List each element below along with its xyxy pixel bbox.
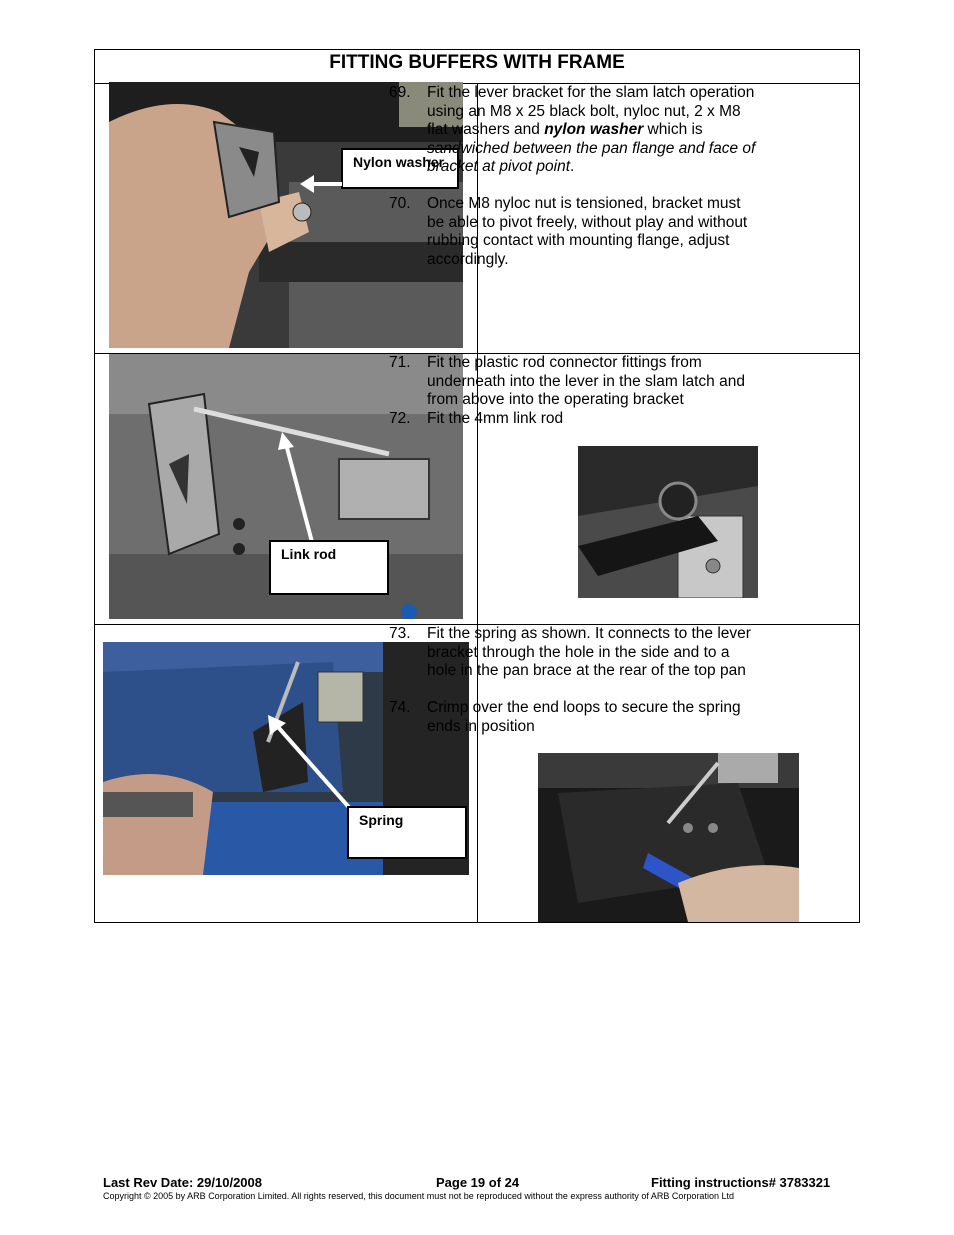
page-number: Page 19 of 24 (436, 1175, 520, 1190)
step-text: Crimp over the end loops to secure the spring ends in position (427, 699, 741, 735)
rev-date: Last Rev Date: 29/10/2008 (103, 1175, 262, 1190)
label-link-rod: Link rod (269, 540, 389, 595)
label-spring: Spring (347, 806, 467, 859)
section-title: FITTING BUFFERS WITH FRAME (95, 50, 859, 84)
step-72 (389, 410, 759, 429)
step-74 (389, 699, 759, 736)
step-73 (389, 625, 759, 681)
step-69 (389, 84, 759, 177)
arrow-spring (266, 715, 356, 815)
step-text: Fit the plastic rod connector fittings from underneath into the lever in the slam latch and from above into the operating bracket (427, 354, 745, 409)
step-text: Once M8 nyloc nut is tensioned, bracket must be able to pivot freely, without play and without rubbing contact with mounting flange, adjust accordingly. (427, 195, 748, 268)
photo-crimp-spring (538, 753, 799, 922)
copyright: Copyright © 2005 by ARB Corporation Limited. All rights reserved, this document must not be reproduced without the express authority of ARB Corporation Ltd (103, 1191, 734, 1201)
step-70 (389, 195, 759, 269)
step-number: 74. (389, 699, 411, 716)
step-71 (389, 354, 759, 410)
step-number: 72. (389, 410, 411, 427)
step-text: Fit the 4mm link rod (427, 410, 564, 427)
step-number: 73. (389, 625, 411, 642)
step-text: Fit the spring as shown. It connects to the lever bracket through the hole in the side and to a hole in the pan brace at the rear of the top pan (427, 625, 751, 680)
photo-rod-connector (578, 446, 758, 598)
step-number: 71. (389, 354, 411, 371)
label-nylon-washer: Nylon washer (341, 148, 459, 189)
arrow-nylon-washer (300, 172, 344, 196)
arrow-link-rod (278, 432, 318, 544)
step-text: Fit the lever bracket for the slam latch operation using an M8 x 25 black bolt, nyloc nut, 2 x M8 flat washers and nylon washer which is sandwiched between the pan flange and face of bracket at pivot point. (427, 84, 756, 176)
instructions-number: Fitting instructions# 3783321 (651, 1175, 831, 1190)
step-number: 70. (389, 195, 411, 212)
step-number: 69. (389, 84, 411, 101)
